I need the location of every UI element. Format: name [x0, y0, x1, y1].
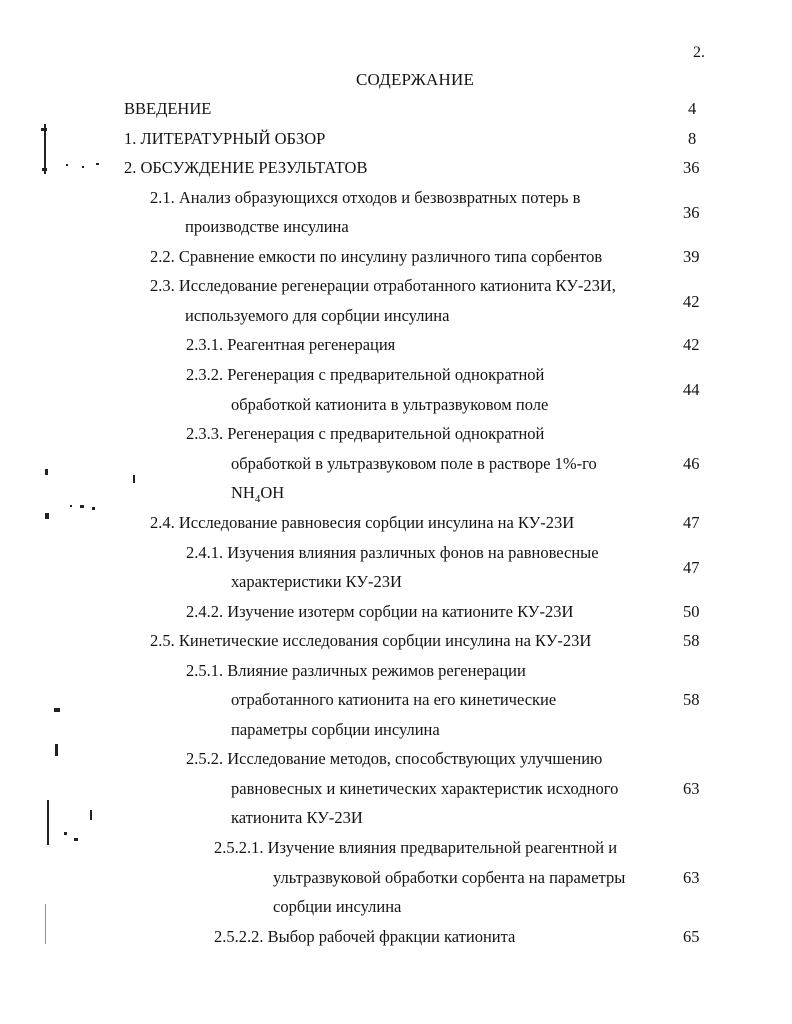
toc-entry-2-3-cont: используемого для сорбции инсулина: [185, 306, 450, 325]
toc-entry-2-5-1: 2.5.1. Влияние различных режимов регенерации: [186, 661, 526, 680]
toc-page: 36: [683, 203, 700, 222]
toc-page: 39: [683, 247, 700, 266]
toc-page: 47: [683, 513, 700, 532]
toc-entry-2-2: 2.2. Сравнение емкости по инсулину различного типа сорбентов: [150, 247, 603, 266]
toc-entry-2-5-2-1-cont: ультразвуковой обработки сорбента на параметры: [273, 868, 626, 887]
toc-entry-2-4-2: 2.4.2. Изучение изотерм сорбции на катионите КУ-23И: [186, 602, 574, 621]
toc-entry-2-5-2-cont: равновесных и кинетических характеристик исходного: [231, 779, 619, 798]
toc-entry-2-5-1-cont: параметры сорбции инсулина: [231, 720, 440, 739]
toc-entry-2-3-3-cont: обработкой в ультразвуковом поле в растворе 1%-го: [231, 454, 597, 473]
toc-entry-2-4-1-cont: характеристики КУ-23И: [231, 572, 402, 591]
toc-entry-2-1: 2.1. Анализ образующихся отходов и безвозвратных потерь в: [150, 188, 581, 207]
toc-entry-2-5-2-2: 2.5.2.2. Выбор рабочей фракции катионита: [214, 927, 516, 946]
toc-page: 4: [688, 99, 697, 118]
toc-entry-2-3-2-cont: обработкой катионита в ультразвуковом поле: [231, 395, 549, 414]
page-title: СОДЕРЖАНИЕ: [356, 70, 475, 89]
toc-entry-2-3: 2.3. Исследование регенерации отработанного катионита КУ-23И,: [150, 276, 616, 295]
toc-entry-intro: ВВЕДЕНИЕ: [124, 99, 212, 118]
toc-entry-2-4: 2.4. Исследование равновесия сорбции инсулина на КУ-23И: [150, 513, 575, 532]
toc-page: 50: [683, 602, 700, 621]
toc-entry-2-1-cont: производстве инсулина: [185, 217, 349, 236]
toc-entry-2-5-2-cont: катионита КУ-23И: [231, 808, 363, 827]
toc-page: 46: [683, 454, 700, 473]
toc-entry-2-5-2-1-cont: сорбции инсулина: [273, 897, 402, 916]
page-number: 2.: [693, 44, 705, 61]
toc-entry-2-5: 2.5. Кинетические исследования сорбции инсулина на КУ-23И: [150, 631, 592, 650]
toc-page: 36: [683, 158, 700, 177]
toc-entry-2-5-2-1: 2.5.2.1. Изучение влияния предварительной реагентной и: [214, 838, 618, 857]
toc-page: 63: [683, 868, 700, 887]
toc-entry-2-5-2: 2.5.2. Исследование методов, способствующих улучшению: [186, 749, 603, 768]
toc-page: 42: [683, 335, 700, 354]
toc-page: 65: [683, 927, 700, 946]
toc-page: 42: [683, 292, 700, 311]
toc-entry-2-4-1: 2.4.1. Изучения влияния различных фонов на равновесные: [186, 543, 599, 562]
toc-page: 8: [688, 129, 697, 148]
toc-page: 58: [683, 690, 700, 709]
toc-entry-1: 1. ЛИТЕРАТУРНЫЙ ОБЗОР: [124, 129, 326, 148]
toc-page: 63: [683, 779, 700, 798]
toc-entry-2-3-1: 2.3.1. Реагентная регенерация: [186, 335, 396, 354]
toc-page: 58: [683, 631, 700, 650]
toc-entry-2: 2. ОБСУЖДЕНИЕ РЕЗУЛЬТАТОВ: [124, 158, 368, 177]
toc-entry-2-3-3-formula: $NH_4OH$: [231, 483, 285, 505]
toc-entry-2-3-3: 2.3.3. Регенерация с предварительной однократной: [186, 424, 545, 443]
toc-entry-2-3-2: 2.3.2. Регенерация с предварительной однократной: [186, 365, 545, 384]
toc-page: 47: [683, 558, 700, 577]
toc-page: 44: [683, 380, 700, 399]
toc-entry-2-5-1-cont: отработанного катионита на его кинетические: [231, 690, 557, 709]
